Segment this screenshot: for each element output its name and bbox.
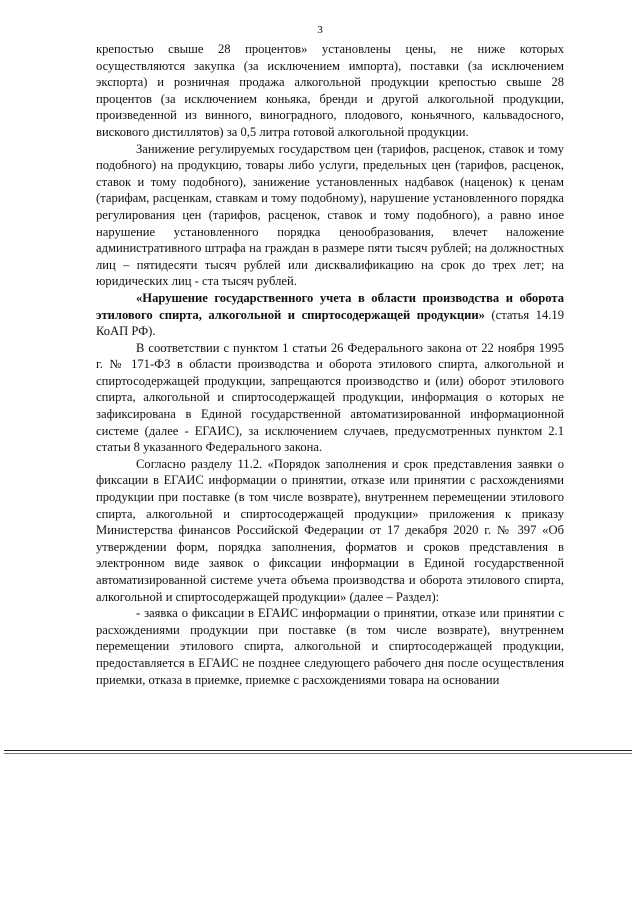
paragraph-egais-request: - заявка о фиксации в ЕГАИС информации о принятии, отказе или принятии с расхождениями продукции при поставке (в том числе возврате), внутреннем перемещении этилового спирта, алкогольной и спиртосодержащей продукции, предоставляется в ЕГАИС не позднее следующего рабочего дня после осуществления приемки, отказа в приемке, приемке с расхождениями товара на основании	[96, 606, 564, 687]
paragraph-price-list-end: крепостью свыше 28 процентов» установлены цены, не ниже которых осуществляются закупка (за исключением импорта), поставки (за исключением экспорта) и розничная продажа алкогольной продукции крепостью свыше 28 процентов (за исключением коньяка, бренди и другой алкогольной продукции, произведенной из винного, виноградного, плодового, коньячного, кальвадосного, вискового дистиллятов) за 0,5 литра готовой алкогольной продукции.	[96, 42, 564, 139]
document-body	[96, 41, 564, 688]
footer-divider-shadow	[4, 753, 632, 754]
paragraph-article-heading	[96, 290, 564, 340]
article-reference: (статья 14.19 КоАП РФ).	[96, 307, 564, 339]
paragraph-section-11-2: Согласно разделу 11.2. «Порядок заполнения и срок представления заявки о фиксации в ЕГАИС информации о принятии, отказе или принятии с расхождениями продукции при поставке (в том числе возврате), внутреннем перемещении этилового спирта, алкогольной и спиртосодержащей продукции» приложения к приказу Министерства финансов Российской Федерации от 17 декабря 2020 г. № 397 «Об утверждении форм, порядка заполнения, форматов и сроков представления в электронном виде заявок о фиксации информации в Единой государственной автоматизированной системе учета объема производства и оборота этилового спирта, алкогольной и спиртосодержащей продукции» (далее – Раздел):	[96, 456, 564, 604]
footer-divider	[4, 750, 632, 751]
article-title: «Нарушение государственного учета в области производства и оборота этилового спирта, алкогольной и спиртосодержащей продукции»	[96, 290, 564, 322]
paragraph-federal-law: В соответствии с пунктом 1 статьи 26 Федерального закона от 22 ноября 1995 г. № 171-ФЗ в области производства и оборота этилового спирта, алкогольной и спиртосодержащей продукции, запрещаются производство и (или) оборот этилового спирта, алкогольной и спиртосодержащей продукции, информация о которых не зафиксирована в Единой государственной автоматизированной информационной системе (далее - ЕГАИС), за исключением случаев, предусмотренных пунктом 2.1 статьи 8 указанного Федерального закона.	[96, 340, 564, 455]
paragraph-price-violation: Занижение регулируемых государством цен (тарифов, расценок, ставок и тому подобного) на продукцию, товары либо услуги, предельных цен (тарифов, расценок, ставок и тому подобного), занижение установленных надбавок (наценок) к ценам (тарифам, расценкам, ставкам и тому подобному), нарушение установленного порядка регулирования цен (тарифов, расценок, ставок и тому подобного), а равно иное нарушение установленного порядка ценообразования, влечет наложение административного штрафа на граждан в размере пяти тысяч рублей; на должностных лиц – пятидесяти тысяч рублей или дисквалификацию на срок до трех лет; на юридических лиц - ста тысяч рублей.	[96, 141, 564, 289]
page-number: 3	[317, 24, 323, 36]
